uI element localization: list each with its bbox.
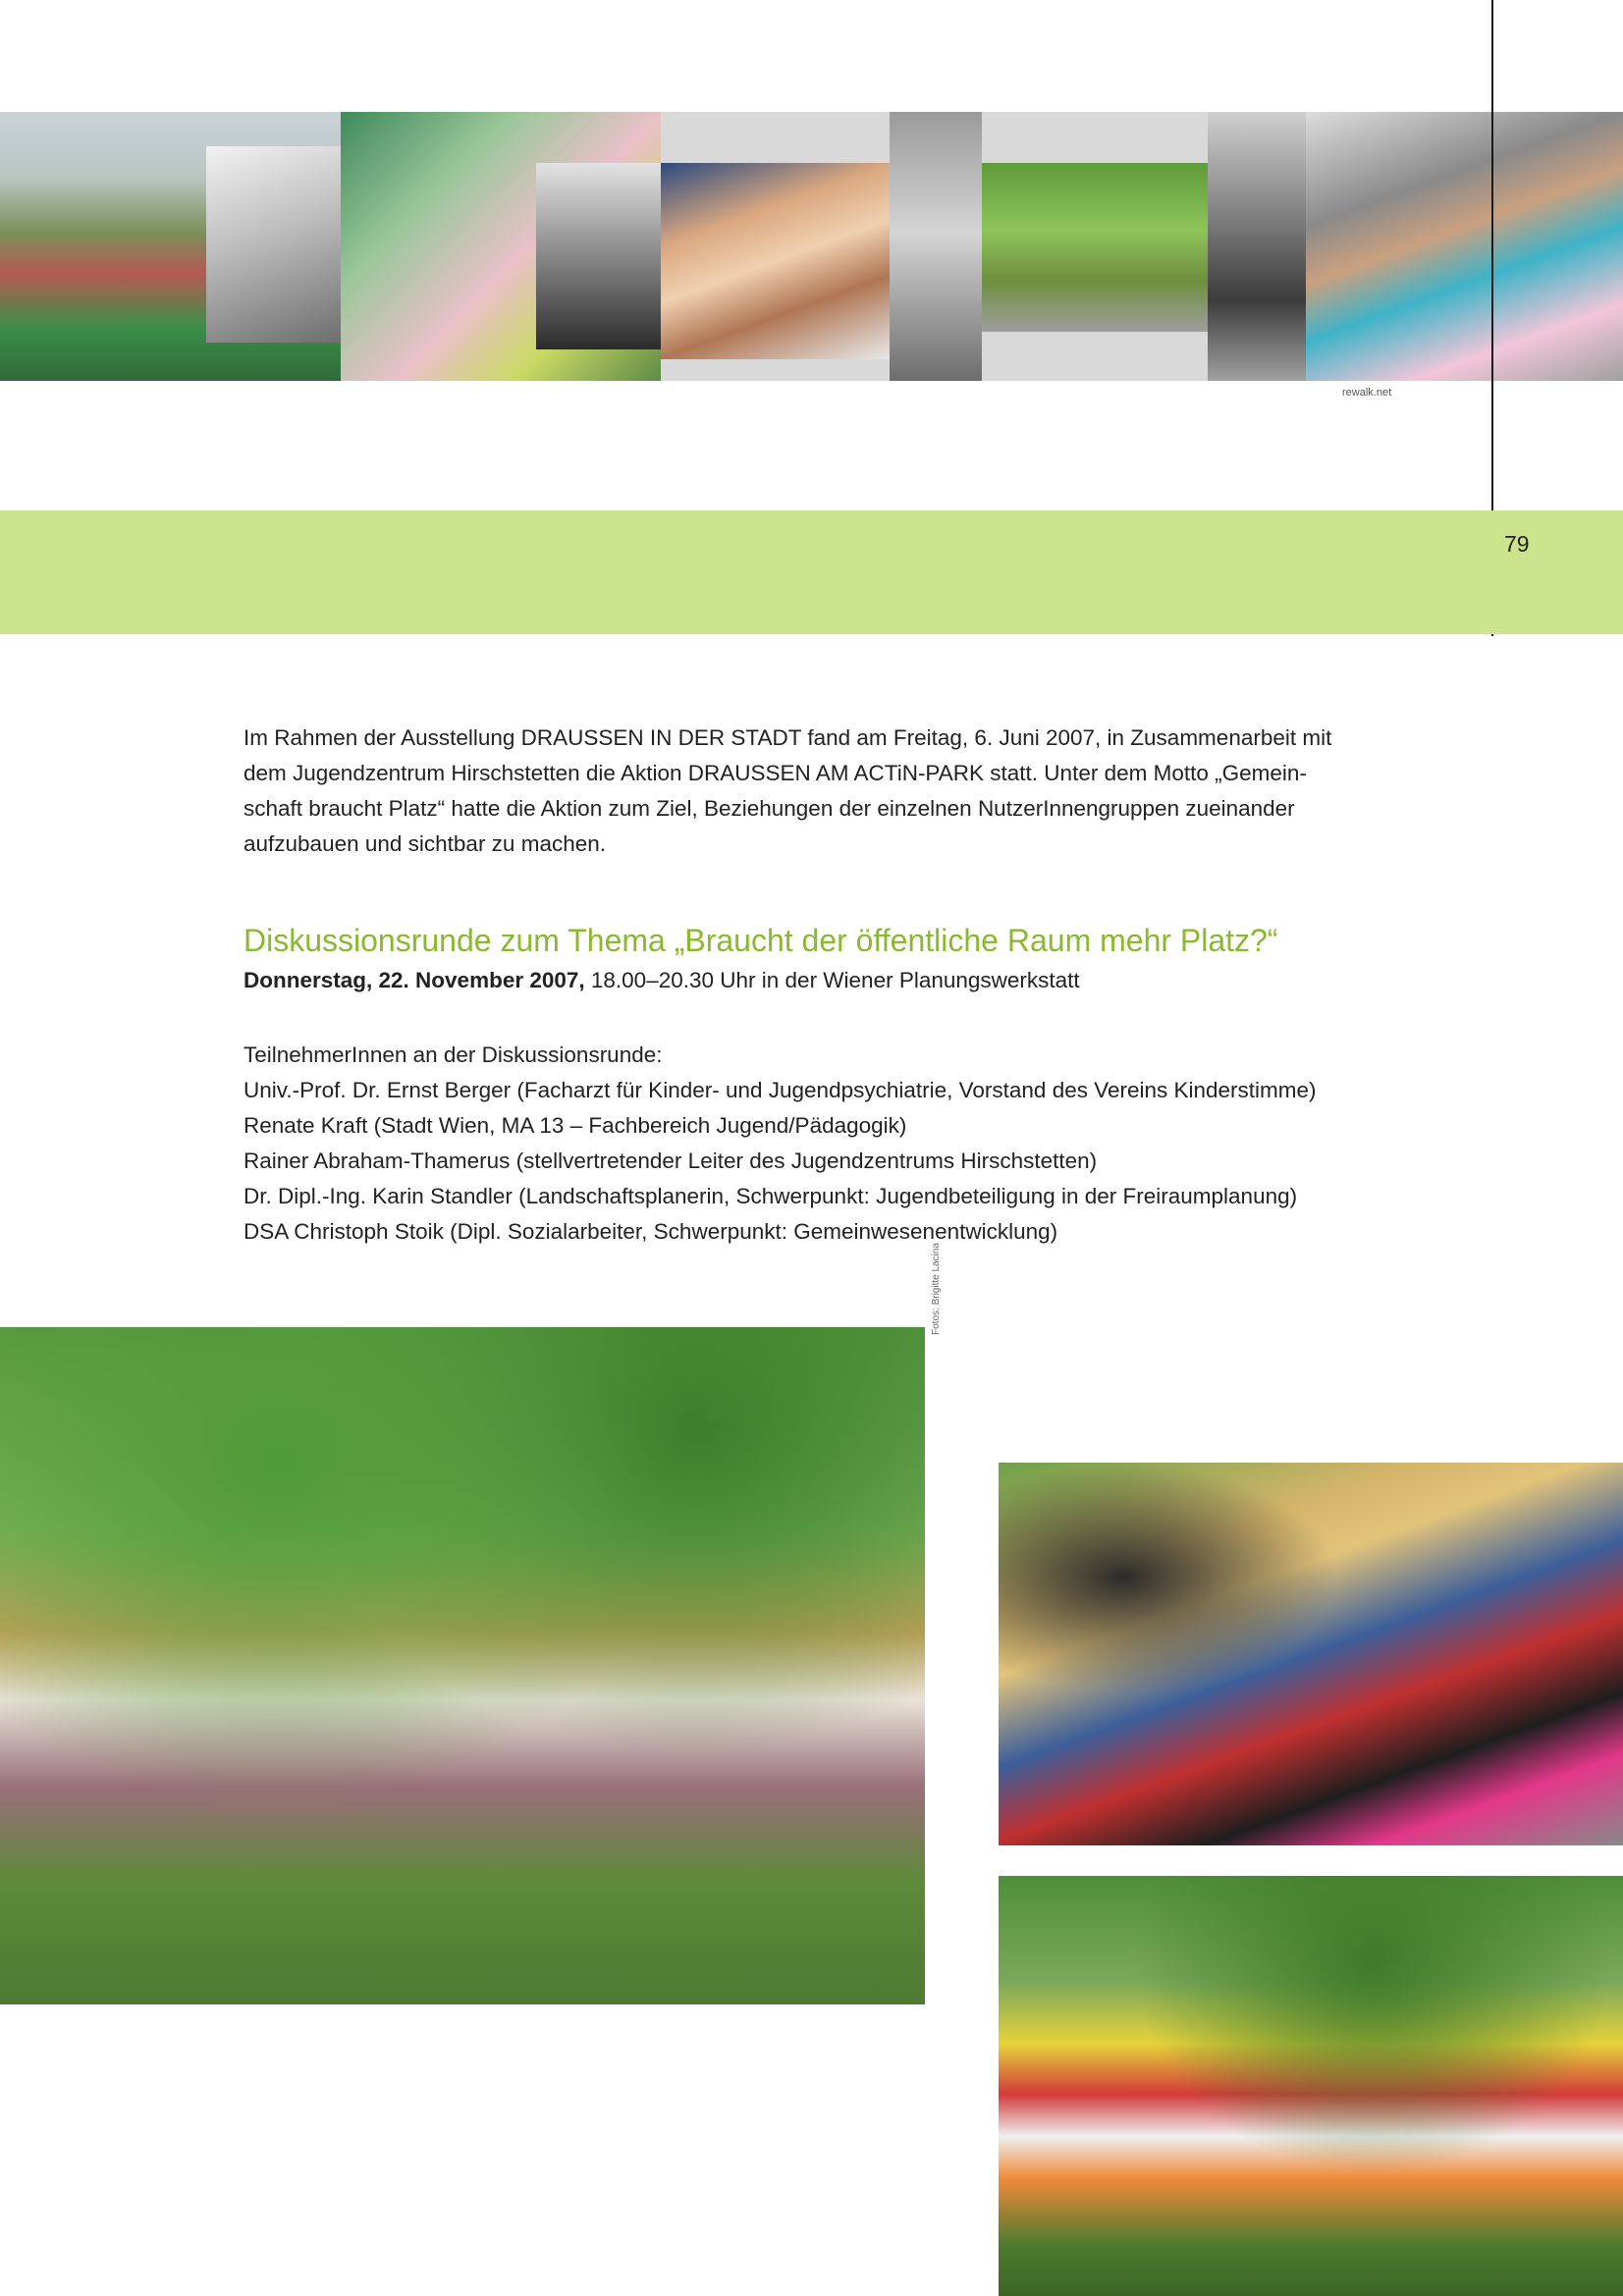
photo-dominoes	[206, 146, 342, 343]
participants-label: TeilnehmerInnen an der Diskussionsrunde:	[243, 1042, 663, 1067]
event-date	[243, 968, 1080, 993]
photo-building-street	[1208, 112, 1306, 381]
photo-skater	[536, 163, 661, 349]
photo-children-faces	[661, 163, 890, 359]
event-date-rest: 18.00–20.30 Uhr in der Wiener Planungswerkstatt	[584, 968, 1080, 992]
header-band	[0, 510, 1623, 634]
photo-kids-outdoor-tables	[999, 1876, 1623, 2296]
photo-girls-drawing	[1306, 112, 1623, 381]
event-date-bold: Donnerstag, 22. November 2007,	[243, 968, 585, 992]
participant: Rainer Abraham-Thamerus (stellvertretender Leiter des Jugendzentrums Hirschstetten)	[243, 1148, 1098, 1173]
photo-man-drawing	[890, 112, 982, 381]
intro-line: aufzubauen und sichtbar zu machen.	[243, 831, 606, 856]
photo-credit: Fotos: Brigitte Lacina	[931, 1243, 942, 1335]
intro-line: schaft braucht Platz“ hatte die Aktion zum Ziel, Beziehungen der einzelnen NutzerInnengruppen zueinander	[243, 796, 1295, 821]
intro-line: dem Jugendzentrum Hirschstetten die Aktion DRAUSSEN AM ACTiN-PARK statt. Unter dem Motto „Gemein-	[243, 761, 1307, 785]
intro-paragraph	[243, 721, 1382, 862]
participant: DSA Christoph Stoik (Dipl. Sozialarbeiter, Schwerpunkt: Gemeinwesenentwicklung)	[243, 1219, 1058, 1244]
photo-park-tables	[982, 163, 1208, 332]
photo-collage-strip	[0, 112, 1623, 381]
participants-list	[243, 1038, 1382, 1250]
participant: Dr. Dipl.-Ing. Karin Standler (Landschaftsplanerin, Schwerpunkt: Jugendbeteiligung in der Freiraumplanung)	[243, 1184, 1298, 1208]
page-number: 79	[1504, 531, 1530, 557]
intro-line: Im Rahmen der Ausstellung DRAUSSEN IN DER STADT fand am Freitag, 6. Juni 2007, in Zusammenarbeit mit	[243, 725, 1332, 750]
photo-children-at-table	[0, 1327, 925, 2004]
section-heading: Diskussionsrunde zum Thema „Braucht der öffentliche Raum mehr Platz?“	[243, 923, 1278, 958]
image-credit: rewalk.net	[1342, 387, 1392, 399]
participant: Univ.-Prof. Dr. Ernst Berger (Facharzt für Kinder- und Jugendpsychiatrie, Vorstand des Vereins Kinderstimme)	[243, 1078, 1317, 1102]
photo-kids-crafting	[999, 1463, 1623, 1845]
participant: Renate Kraft (Stadt Wien, MA 13 – Fachbereich Jugend/Pädagogik)	[243, 1113, 907, 1138]
